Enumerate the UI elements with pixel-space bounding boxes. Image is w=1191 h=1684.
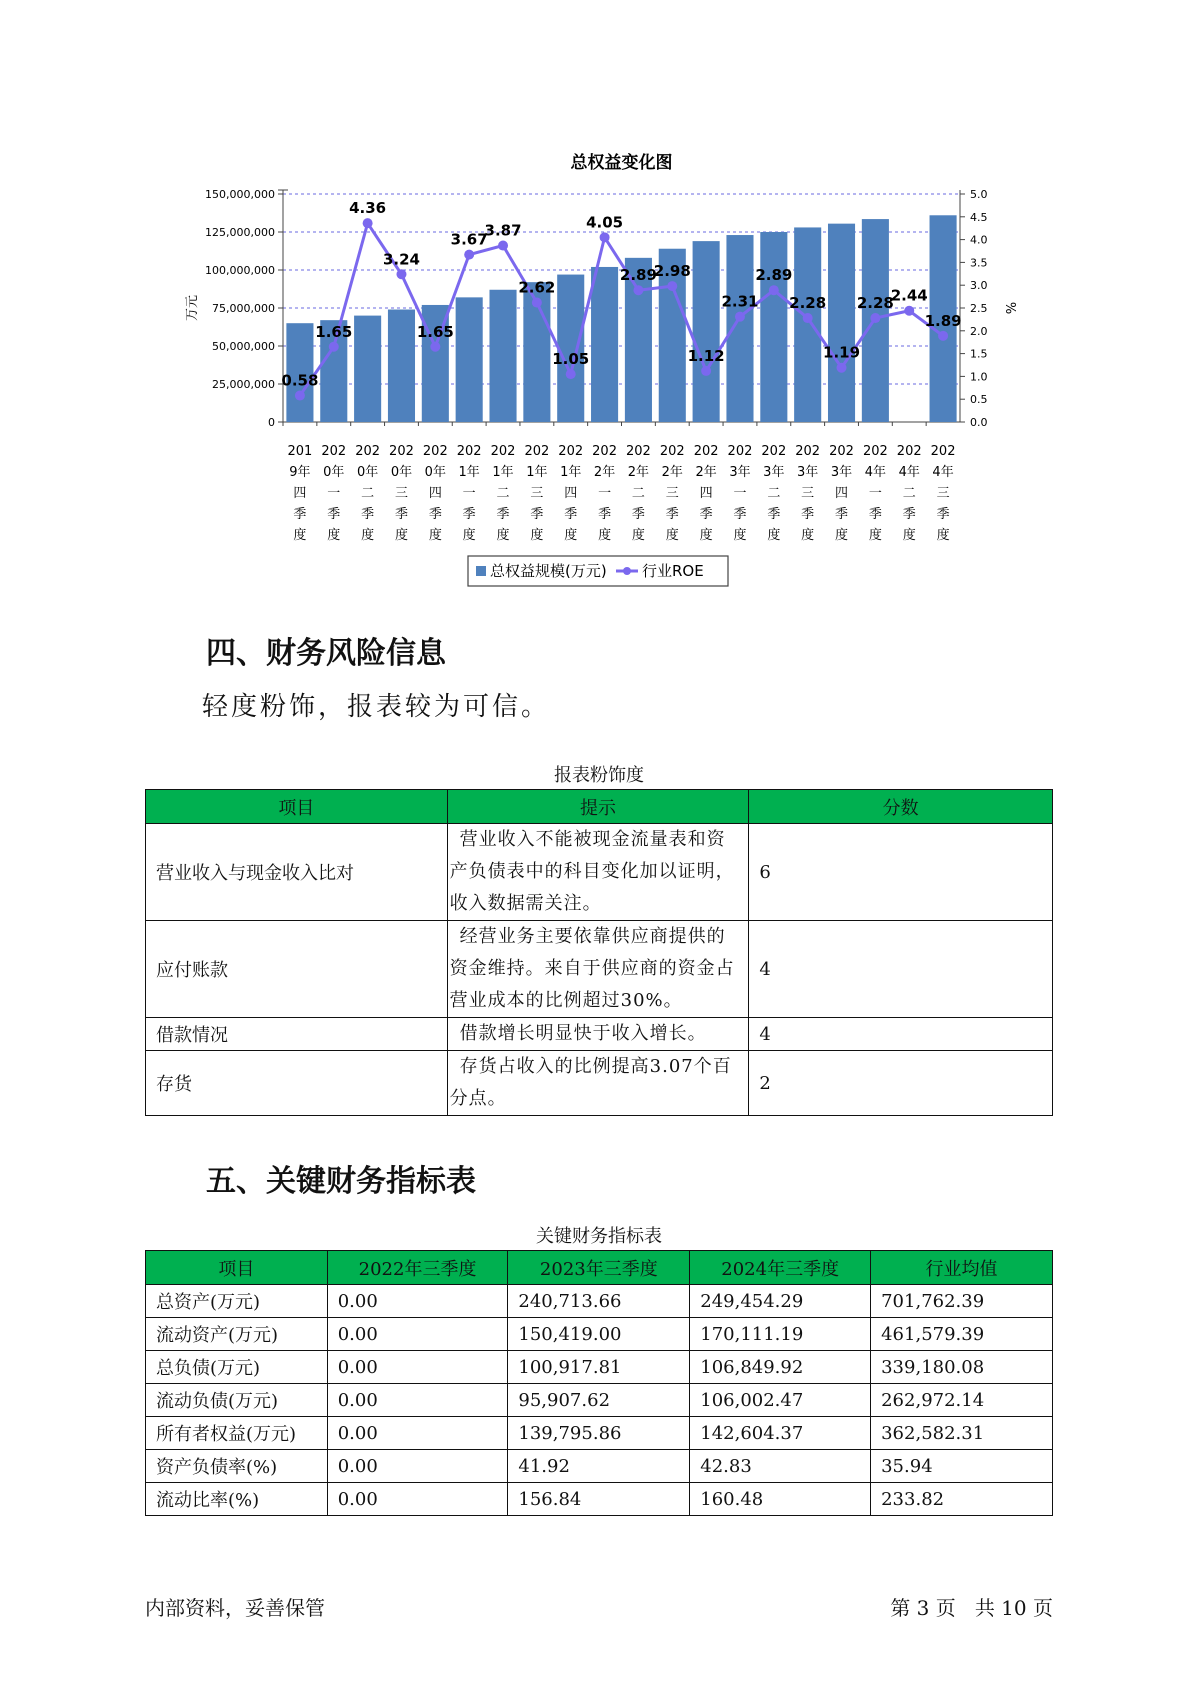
x-tick-label: 三 bbox=[665, 486, 679, 501]
kpi-item: 流动比率(%) bbox=[146, 1483, 328, 1516]
x-tick-label: 四 bbox=[564, 486, 578, 501]
x-tick-label: 三 bbox=[936, 486, 950, 501]
x-tick-label: 202 bbox=[896, 444, 922, 459]
risk-tip-text: 经营业务主要依靠供应商提供的 bbox=[459, 926, 726, 947]
x-tick-label: 季 bbox=[361, 507, 375, 522]
risk-tip-line bbox=[450, 921, 747, 953]
kpi-value: 240,713.66 bbox=[508, 1285, 690, 1318]
x-tick-label: 度 bbox=[598, 528, 612, 543]
kpi-item: 流动资产(万元) bbox=[146, 1318, 328, 1351]
risk-tip-line bbox=[450, 856, 747, 888]
header-cell: 项目 bbox=[146, 790, 448, 824]
risk-tip-text: 资金维持。来自于供应商的资金占 bbox=[449, 958, 735, 979]
kpi-value: 170,111.19 bbox=[690, 1318, 871, 1351]
risk-table-header bbox=[146, 790, 1053, 824]
x-tick-label: 四 bbox=[428, 486, 442, 501]
y2-tick-label: 0.5 bbox=[970, 393, 988, 407]
y-tick-label: 0 bbox=[268, 416, 275, 429]
x-tick-label: 一 bbox=[462, 486, 476, 501]
x-tick-label: 一 bbox=[868, 486, 882, 501]
x-tick-label: 1年 bbox=[458, 465, 480, 480]
risk-score: 4 bbox=[749, 1018, 1053, 1051]
x-tick-label: 季 bbox=[868, 507, 882, 522]
x-tick-label: 度 bbox=[699, 528, 713, 543]
kpi-table-caption: 关键财务指标表 bbox=[536, 1226, 662, 1247]
x-tick-label: 202 bbox=[829, 444, 854, 459]
roe-point bbox=[532, 298, 542, 308]
roe-point bbox=[769, 285, 779, 295]
roe-data-label: 2.89 bbox=[755, 266, 793, 285]
x-tick-label: 度 bbox=[665, 528, 679, 543]
kpi-value: 233.82 bbox=[871, 1483, 1053, 1516]
table-row bbox=[146, 824, 1053, 921]
table-row bbox=[146, 1318, 1053, 1351]
risk-tip bbox=[447, 1018, 749, 1051]
table-row bbox=[146, 1417, 1053, 1450]
legend-bar-swatch bbox=[476, 566, 486, 576]
x-tick-label: 三 bbox=[530, 486, 544, 501]
roe-point bbox=[803, 313, 813, 323]
kpi-value: 362,582.31 bbox=[871, 1417, 1053, 1450]
bar bbox=[591, 267, 618, 422]
kpi-value: 150,419.00 bbox=[508, 1318, 690, 1351]
x-tick-label: 四 bbox=[699, 486, 713, 501]
risk-tip-line bbox=[450, 953, 747, 985]
roe-data-label: 3.67 bbox=[450, 230, 488, 249]
y-tick-label: 75,000,000 bbox=[212, 302, 275, 315]
header-cell: 行业均值 bbox=[871, 1251, 1053, 1285]
y2-tick-label: 4.0 bbox=[970, 233, 988, 247]
y2-tick-label: 4.5 bbox=[970, 210, 988, 224]
x-tick-label: 度 bbox=[496, 528, 510, 543]
x-tick-label: 度 bbox=[564, 528, 578, 543]
table-row bbox=[146, 1384, 1053, 1417]
kpi-item: 总负债(万元) bbox=[146, 1351, 328, 1384]
roe-data-label: 3.87 bbox=[484, 221, 522, 240]
y2-tick-label: 1.5 bbox=[970, 347, 988, 361]
risk-tip-line bbox=[450, 985, 747, 1017]
kpi-table-header bbox=[146, 1251, 1053, 1285]
y-tick-label: 150,000,000 bbox=[205, 188, 275, 201]
x-tick-label: 二 bbox=[631, 486, 645, 501]
x-tick-label: 季 bbox=[936, 507, 950, 522]
risk-tip-line bbox=[450, 824, 747, 856]
y-tick-label: 100,000,000 bbox=[205, 264, 275, 277]
table-row bbox=[146, 1051, 1053, 1116]
risk-score: 4 bbox=[749, 921, 1053, 1018]
y2-tick-label: 3.5 bbox=[970, 256, 988, 270]
bar bbox=[794, 227, 821, 422]
x-tick-label: 202 bbox=[592, 444, 617, 459]
risk-item: 应付账款 bbox=[146, 921, 448, 1018]
x-tick-label: 度 bbox=[733, 528, 747, 543]
x-tick-label: 季 bbox=[835, 507, 849, 522]
x-tick-label: 3年 bbox=[830, 465, 853, 480]
roe-point bbox=[430, 342, 440, 352]
kpi-value: 95,907.62 bbox=[508, 1384, 690, 1417]
kpi-item: 所有者权益(万元) bbox=[146, 1417, 328, 1450]
x-tick-label: 0年 bbox=[323, 465, 345, 480]
roe-point bbox=[295, 391, 305, 401]
roe-point bbox=[904, 306, 914, 316]
header-cell: 2024年三季度 bbox=[690, 1251, 871, 1285]
kpi-value: 35.94 bbox=[871, 1450, 1053, 1483]
x-tick-label: 度 bbox=[530, 528, 544, 543]
header-cell: 2023年三季度 bbox=[508, 1251, 690, 1285]
risk-table bbox=[145, 789, 1053, 1116]
x-tick-label: 1年 bbox=[492, 465, 514, 480]
kpi-value: 100,917.81 bbox=[508, 1351, 690, 1384]
roe-data-label: 1.65 bbox=[315, 322, 353, 341]
section5-title: 五、关键财务指标表 bbox=[206, 1164, 476, 1199]
risk-tip-text: 收入数据需关注。 bbox=[449, 893, 602, 914]
x-tick-label: 四 bbox=[835, 486, 849, 501]
table-row bbox=[146, 1285, 1053, 1318]
risk-tip-line bbox=[450, 888, 747, 920]
y2-tick-label: 2.0 bbox=[970, 324, 988, 338]
table-row bbox=[146, 921, 1053, 1018]
kpi-value: 139,795.86 bbox=[508, 1417, 690, 1450]
kpi-value: 461,579.39 bbox=[871, 1318, 1053, 1351]
roe-point bbox=[600, 232, 610, 242]
risk-tip-text: 产负债表中的科目变化加以证明， bbox=[449, 861, 735, 882]
x-tick-label: 一 bbox=[733, 486, 747, 501]
x-tick-label: 季 bbox=[902, 507, 916, 522]
x-tick-label: 4年 bbox=[898, 465, 920, 480]
kpi-item: 资产负债率(%) bbox=[146, 1450, 328, 1483]
x-tick-label: 季 bbox=[327, 507, 341, 522]
x-tick-label: 二 bbox=[902, 486, 916, 501]
equity-chart-svg bbox=[0, 0, 1191, 600]
kpi-value: 0.00 bbox=[327, 1450, 508, 1483]
x-tick-label: 季 bbox=[631, 507, 645, 522]
x-tick-label: 度 bbox=[868, 528, 882, 543]
risk-tip-text: 借款增长明显快于收入增长。 bbox=[459, 1023, 707, 1044]
roe-data-label: 2.89 bbox=[619, 266, 657, 285]
y2-tick-label: 5.0 bbox=[970, 188, 988, 201]
roe-data-label: 3.24 bbox=[382, 250, 420, 269]
kpi-value: 106,002.47 bbox=[690, 1384, 871, 1417]
y2-axis-label: % bbox=[1002, 301, 1017, 315]
x-tick-label: 0年 bbox=[356, 465, 379, 480]
x-tick-label: 度 bbox=[462, 528, 476, 543]
risk-tip bbox=[447, 921, 749, 1018]
roe-point bbox=[566, 369, 576, 379]
bar bbox=[489, 290, 516, 422]
kpi-value: 262,972.14 bbox=[871, 1384, 1053, 1417]
x-tick-label: 二 bbox=[767, 486, 781, 501]
x-tick-label: 202 bbox=[524, 444, 550, 459]
roe-point bbox=[498, 241, 508, 251]
x-tick-label: 4年 bbox=[864, 465, 887, 480]
risk-tip-line bbox=[450, 1051, 747, 1083]
kpi-value: 0.00 bbox=[327, 1417, 508, 1450]
x-tick-label: 三 bbox=[394, 486, 408, 501]
x-tick-label: 二 bbox=[361, 486, 375, 501]
x-tick-label: 度 bbox=[293, 528, 307, 543]
bar bbox=[760, 232, 787, 422]
risk-item: 营业收入与现金收入比对 bbox=[146, 824, 448, 921]
x-tick-label: 202 bbox=[321, 444, 347, 459]
x-tick-label: 202 bbox=[422, 444, 448, 459]
x-tick-label: 季 bbox=[665, 507, 679, 522]
x-tick-label: 1年 bbox=[560, 465, 582, 480]
kpi-value: 0.00 bbox=[327, 1351, 508, 1384]
kpi-value: 106,849.92 bbox=[690, 1351, 871, 1384]
risk-tip-text: 分点。 bbox=[449, 1088, 507, 1109]
equity-chart bbox=[0, 0, 1191, 600]
chart-title: 总权益变化图 bbox=[570, 153, 673, 173]
header-cell: 提示 bbox=[447, 790, 749, 824]
y2-tick-label: 1.0 bbox=[970, 370, 988, 384]
x-tick-label: 度 bbox=[902, 528, 916, 543]
kpi-value: 142,604.37 bbox=[690, 1417, 871, 1450]
x-tick-label: 一 bbox=[598, 486, 612, 501]
x-tick-label: 度 bbox=[767, 528, 781, 543]
y-tick-label: 50,000,000 bbox=[212, 340, 275, 353]
x-tick-label: 季 bbox=[699, 507, 713, 522]
roe-point bbox=[363, 218, 373, 228]
x-tick-label: 季 bbox=[462, 507, 476, 522]
bar bbox=[828, 224, 855, 422]
x-tick-label: 季 bbox=[767, 507, 781, 522]
x-tick-label: 度 bbox=[327, 528, 341, 543]
x-tick-label: 202 bbox=[862, 444, 888, 459]
x-tick-label: 202 bbox=[693, 444, 719, 459]
y-tick-label: 125,000,000 bbox=[205, 226, 275, 239]
bar bbox=[354, 316, 381, 422]
x-tick-label: 季 bbox=[394, 507, 408, 522]
table-row bbox=[146, 1018, 1053, 1051]
kpi-value: 0.00 bbox=[327, 1285, 508, 1318]
x-tick-label: 0年 bbox=[390, 465, 413, 480]
y2-tick-label: 0.0 bbox=[970, 416, 988, 429]
footer-note: 内部资料，妥善保管 bbox=[145, 1596, 325, 1620]
x-tick-label: 三 bbox=[801, 486, 815, 501]
kpi-value: 249,454.29 bbox=[690, 1285, 871, 1318]
risk-tip-text: 存货占收入的比例提高3.07个百 bbox=[459, 1056, 732, 1077]
x-tick-label: 度 bbox=[835, 528, 849, 543]
x-tick-label: 202 bbox=[490, 444, 516, 459]
roe-data-label: 2.28 bbox=[789, 294, 827, 313]
risk-item: 存货 bbox=[146, 1051, 448, 1116]
kpi-value: 160.48 bbox=[690, 1483, 871, 1516]
x-tick-label: 202 bbox=[626, 444, 651, 459]
kpi-value: 339,180.08 bbox=[871, 1351, 1053, 1384]
kpi-value: 0.00 bbox=[327, 1483, 508, 1516]
x-tick-label: 9年 bbox=[289, 465, 311, 480]
roe-point bbox=[701, 366, 711, 376]
roe-data-label: 1.12 bbox=[687, 346, 725, 365]
kpi-value: 156.84 bbox=[508, 1483, 690, 1516]
roe-data-label: 2.62 bbox=[518, 278, 556, 297]
bar bbox=[456, 297, 483, 422]
roe-point bbox=[938, 331, 948, 341]
x-tick-label: 二 bbox=[496, 486, 510, 501]
x-tick-label: 3年 bbox=[797, 465, 819, 480]
roe-data-label: 1.65 bbox=[416, 322, 454, 341]
roe-point bbox=[329, 342, 339, 352]
x-tick-label: 202 bbox=[761, 444, 787, 459]
x-tick-label: 四 bbox=[293, 486, 307, 501]
x-tick-label: 季 bbox=[733, 507, 747, 522]
table-row bbox=[146, 1351, 1053, 1384]
roe-data-label: 4.05 bbox=[586, 213, 624, 232]
roe-data-label: 4.36 bbox=[349, 199, 387, 218]
bar bbox=[726, 235, 753, 422]
x-tick-label: 202 bbox=[456, 444, 482, 459]
legend-line-label: 行业ROE bbox=[642, 562, 704, 580]
table-row bbox=[146, 1483, 1053, 1516]
roe-point bbox=[464, 250, 474, 260]
risk-tip-text: 营业成本的比例超过30%。 bbox=[449, 990, 683, 1011]
x-tick-label: 202 bbox=[389, 444, 414, 459]
x-tick-label: 2年 bbox=[593, 465, 616, 480]
risk-tip-line bbox=[450, 1083, 747, 1115]
risk-tip-text: 营业收入不能被现金流量表和资 bbox=[459, 829, 726, 850]
x-tick-label: 季 bbox=[530, 507, 544, 522]
x-tick-label: 1年 bbox=[526, 465, 548, 480]
header-cell: 2022年三季度 bbox=[327, 1251, 508, 1285]
risk-tip bbox=[447, 1051, 749, 1116]
x-tick-label: 202 bbox=[558, 444, 584, 459]
roe-data-label: 2.98 bbox=[653, 262, 691, 281]
x-tick-label: 度 bbox=[631, 528, 645, 543]
section4-title: 四、财务风险信息 bbox=[206, 636, 446, 671]
header-cell: 项目 bbox=[146, 1251, 328, 1285]
risk-tip bbox=[447, 824, 749, 921]
header-cell: 分数 bbox=[749, 790, 1053, 824]
x-tick-label: 度 bbox=[801, 528, 815, 543]
bar bbox=[693, 241, 720, 422]
y2-tick-label: 2.5 bbox=[970, 302, 988, 315]
risk-score: 6 bbox=[749, 824, 1053, 921]
y-tick-label: 25,000,000 bbox=[212, 378, 275, 391]
x-tick-label: 0年 bbox=[424, 465, 446, 480]
x-tick-label: 201 bbox=[287, 444, 313, 459]
legend-bar-label: 总权益规模(万元) bbox=[490, 562, 607, 580]
x-tick-label: 3年 bbox=[763, 465, 785, 480]
roe-point bbox=[735, 312, 745, 322]
x-tick-label: 季 bbox=[564, 507, 578, 522]
roe-data-label: 0.58 bbox=[281, 371, 319, 390]
bar bbox=[557, 275, 584, 422]
x-tick-label: 度 bbox=[936, 528, 950, 543]
kpi-table bbox=[145, 1250, 1053, 1516]
x-tick-label: 202 bbox=[659, 444, 685, 459]
roe-data-label: 2.28 bbox=[856, 294, 894, 313]
x-tick-label: 季 bbox=[428, 507, 442, 522]
x-tick-label: 季 bbox=[801, 507, 815, 522]
kpi-item: 总资产(万元) bbox=[146, 1285, 328, 1318]
roe-data-label: 1.19 bbox=[823, 343, 861, 362]
kpi-value: 42.83 bbox=[690, 1450, 871, 1483]
bar bbox=[388, 310, 415, 422]
x-tick-label: 202 bbox=[727, 444, 753, 459]
roe-data-label: 1.89 bbox=[924, 311, 962, 330]
x-tick-label: 202 bbox=[930, 444, 956, 459]
x-tick-label: 度 bbox=[361, 528, 375, 543]
risk-summary: 轻度粉饰，报表较为可信。 bbox=[202, 692, 551, 722]
x-tick-label: 2年 bbox=[627, 465, 650, 480]
roe-point bbox=[870, 313, 880, 323]
x-tick-label: 2年 bbox=[661, 465, 683, 480]
x-tick-label: 4年 bbox=[932, 465, 954, 480]
x-tick-label: 一 bbox=[327, 486, 341, 501]
roe-data-label: 1.05 bbox=[552, 350, 590, 369]
kpi-value: 701,762.39 bbox=[871, 1285, 1053, 1318]
legend-line-marker bbox=[623, 567, 631, 575]
kpi-item: 流动负债(万元) bbox=[146, 1384, 328, 1417]
roe-point bbox=[667, 281, 677, 291]
y-axis-label: 万元 bbox=[185, 294, 200, 322]
risk-tip-line bbox=[450, 1018, 747, 1050]
roe-data-label: 2.44 bbox=[890, 286, 928, 305]
roe-point bbox=[837, 363, 847, 373]
x-tick-label: 度 bbox=[428, 528, 442, 543]
x-tick-label: 3年 bbox=[729, 465, 751, 480]
risk-score: 2 bbox=[749, 1051, 1053, 1116]
roe-point bbox=[633, 285, 643, 295]
x-tick-label: 季 bbox=[496, 507, 510, 522]
x-tick-label: 202 bbox=[795, 444, 821, 459]
risk-item: 借款情况 bbox=[146, 1018, 448, 1051]
kpi-value: 0.00 bbox=[327, 1384, 508, 1417]
y2-tick-label: 3.0 bbox=[970, 279, 988, 293]
risk-table-caption: 报表粉饰度 bbox=[554, 765, 644, 786]
x-tick-label: 季 bbox=[598, 507, 612, 522]
page-number: 第 3 页 共 10 页 bbox=[890, 1596, 1053, 1620]
kpi-value: 0.00 bbox=[327, 1318, 508, 1351]
roe-data-label: 2.31 bbox=[721, 292, 759, 311]
table-row bbox=[146, 1450, 1053, 1483]
x-tick-label: 2年 bbox=[695, 465, 717, 480]
x-tick-label: 202 bbox=[355, 444, 381, 459]
x-tick-label: 度 bbox=[394, 528, 408, 543]
roe-point bbox=[396, 269, 406, 279]
x-tick-label: 季 bbox=[293, 507, 307, 522]
kpi-value: 41.92 bbox=[508, 1450, 690, 1483]
